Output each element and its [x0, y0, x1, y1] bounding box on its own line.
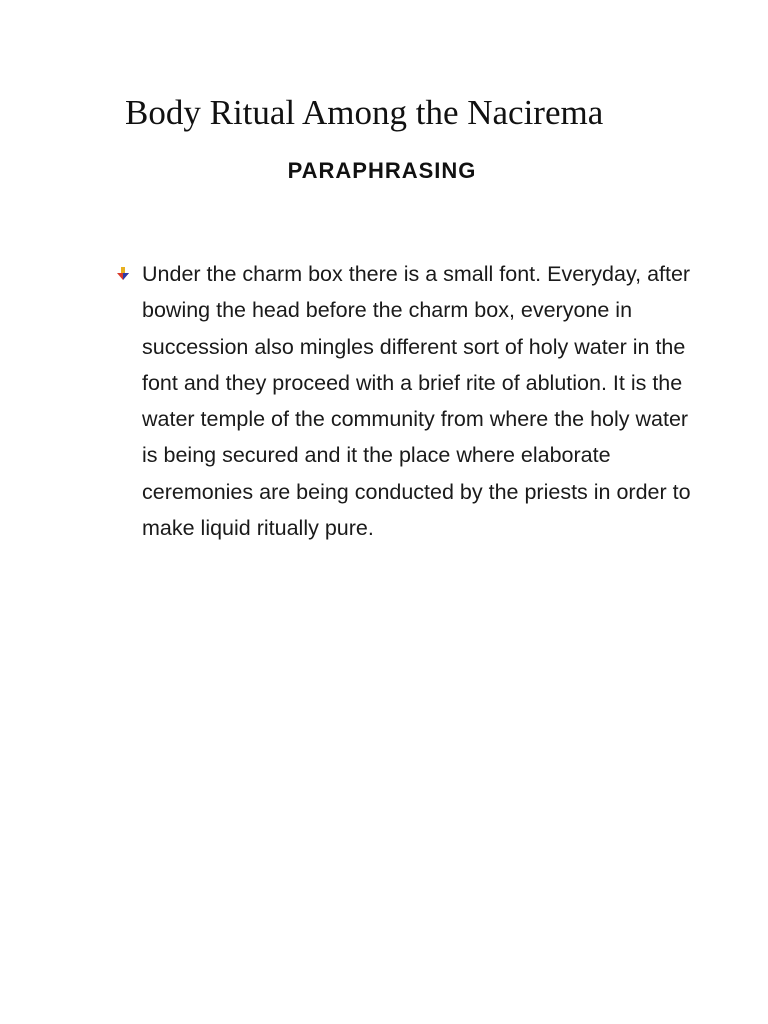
document-subtitle: PARAPHRASING [287, 158, 477, 183]
bullet-list [112, 256, 692, 546]
document-title: Body Ritual Among the Nacirema [125, 93, 604, 132]
bullet-text: Under the charm box there is a small font. Everyday, after bowing the head before the charm box, everyone in succession also mingles different sort of holy water in the font and they proceed with a brief rite of ablution. It is the water temple of the community from where the holy water is being secured and it the place where elaborate ceremonies are being conducted by the priests in order to make liquid ritually pure. [142, 262, 691, 541]
list-item [112, 256, 692, 546]
arrow-down-bullet-icon [116, 267, 130, 281]
